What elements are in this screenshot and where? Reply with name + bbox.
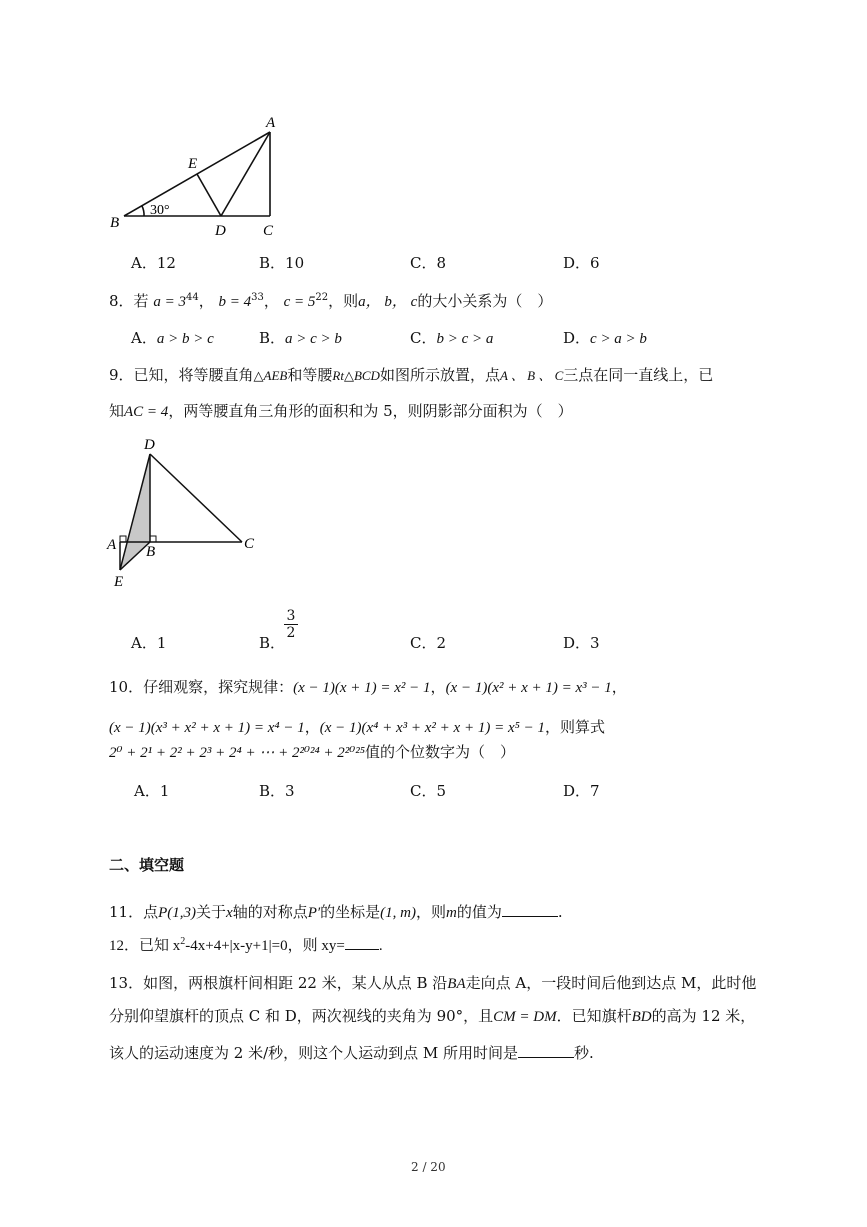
q9-text-d: 三点在同一直线上，已 bbox=[563, 366, 714, 384]
option-letter: B． bbox=[259, 254, 286, 272]
option-text: 5 bbox=[436, 782, 447, 800]
q13-text-f: 该人的运动速度为 2 米/秒，则这个人运动到点 M 所用时间是 bbox=[109, 1044, 519, 1062]
option-text: 12 bbox=[156, 254, 176, 272]
right-angle-a bbox=[120, 536, 126, 542]
q7-option-b[interactable] bbox=[259, 254, 304, 272]
line-dc bbox=[150, 454, 242, 542]
option-text: 3 bbox=[285, 782, 295, 800]
q12-end: . bbox=[378, 938, 383, 954]
fraction-numerator: 3 bbox=[286, 608, 296, 624]
option-letter: D． bbox=[563, 782, 591, 800]
q12-text-a: 12．已知 x bbox=[109, 938, 181, 954]
option-letter: B． bbox=[259, 329, 286, 347]
q8-tail-pre: ，则 bbox=[328, 292, 359, 310]
option-letter: B． bbox=[259, 634, 286, 652]
label-c: C bbox=[244, 536, 255, 552]
option-text: 10 bbox=[285, 254, 305, 272]
q13-text-b: 走向点 A，一段时间后他到达点 M，此时他 bbox=[465, 974, 757, 992]
label-e: E bbox=[188, 156, 198, 172]
q13-line3 bbox=[109, 1043, 594, 1062]
option-text: a > b > c bbox=[156, 331, 214, 347]
q12-text-b: -4x+4+|x-y+1|=0，则 xy= bbox=[185, 938, 345, 954]
q8-b-exp: 33 bbox=[251, 292, 264, 303]
option-text: 7 bbox=[590, 782, 600, 800]
q11-text-f: 的值为 bbox=[456, 903, 502, 921]
q12-sup: 2 bbox=[180, 936, 186, 947]
q9-figure bbox=[100, 432, 270, 592]
q11-coord: (1, m) bbox=[380, 905, 416, 921]
q11-text-c: 轴的对称点 bbox=[232, 903, 308, 921]
q13-bd: BD bbox=[631, 1009, 652, 1025]
option-letter: A． bbox=[131, 634, 157, 652]
q13-text-c: 分别仰望旗杆的顶点 C 和 D，两次视线的夹角为 90°，且 bbox=[109, 1007, 494, 1025]
q10-eq1: (x − 1)(x + 1) = x² − 1 bbox=[293, 680, 431, 696]
q9-text-e: 知 bbox=[109, 402, 125, 420]
q13-text-g: 秒. bbox=[574, 1044, 594, 1062]
q9-text-a: 9．已知，将等腰直角 bbox=[109, 366, 254, 384]
label-b: B bbox=[146, 544, 156, 560]
q8-tail: 的大小关系为（ ） bbox=[417, 292, 553, 310]
q13-text-d: ．已知旗杆 bbox=[556, 1007, 632, 1025]
option-letter: C． bbox=[410, 329, 437, 347]
page-number: 2 / 20 bbox=[411, 1160, 446, 1174]
fraction-denominator: 2 bbox=[284, 624, 298, 641]
option-letter: A． bbox=[134, 782, 160, 800]
q10-line2 bbox=[109, 718, 605, 737]
option-letter: D． bbox=[563, 329, 591, 347]
label-e: E bbox=[114, 574, 124, 590]
q13-line1 bbox=[109, 974, 756, 993]
q9-triangle-bcd: Rt△BCD bbox=[332, 368, 380, 383]
option-text: 8 bbox=[436, 254, 447, 272]
label-c: C bbox=[263, 223, 274, 239]
line-da bbox=[221, 132, 270, 216]
q13-line2 bbox=[109, 1007, 755, 1026]
q12-stem bbox=[109, 935, 383, 955]
q9-points: A 、 B 、 C bbox=[499, 368, 564, 383]
q8-c-exp: 22 bbox=[315, 292, 329, 303]
label-b: B bbox=[110, 215, 120, 231]
q10-sum: 2⁰ + 2¹ + 2² + 2³ + 2⁴ + ⋯ + 2²⁰²⁴ + 2²⁰²⁵ bbox=[109, 745, 366, 761]
label-a: A bbox=[266, 115, 276, 131]
q8-option-a[interactable] bbox=[131, 329, 214, 348]
q13-text-a: 13．如图，两根旗杆间相距 22 米，某人从点 B 沿 bbox=[109, 974, 448, 992]
q11-m: m bbox=[446, 905, 457, 921]
option-letter: C． bbox=[410, 782, 437, 800]
q13-ba: BA bbox=[447, 976, 466, 992]
q10-sep1: ， bbox=[430, 678, 446, 696]
q11-text-d: 的坐标是 bbox=[320, 903, 381, 921]
q8-a-exp: 44 bbox=[185, 292, 199, 303]
q13-text-e: 的高为 12 米， bbox=[651, 1007, 756, 1025]
q8-stem: 8．若 $a = 3^{44}$， $b = 4^{33}$， $c = 5^{22}$，则a， b， c的大小关系为（ ） bbox=[109, 292, 553, 310]
q11-text-b: 关于 bbox=[196, 903, 227, 921]
q9-ac: AC = 4 bbox=[124, 404, 169, 420]
q10-sep3: ， bbox=[304, 718, 320, 736]
q10-text-c: 值的个位数字为（ ） bbox=[365, 743, 516, 761]
q13-cm-dm: CM = DM bbox=[493, 1009, 557, 1025]
q10-text-a: 10．仔细观察，探究规律： bbox=[109, 678, 294, 696]
option-text: 2 bbox=[436, 634, 447, 652]
label-d: D bbox=[144, 437, 155, 453]
option-text: 1 bbox=[159, 782, 170, 800]
q10-text-b: ，则算式 bbox=[544, 718, 605, 736]
q11-point-p: P(1,3) bbox=[158, 905, 196, 921]
q11-answer-blank[interactable] bbox=[502, 902, 558, 917]
option-letter: C． bbox=[410, 254, 437, 272]
q9-text-b: 和等腰 bbox=[287, 366, 333, 384]
section-title: 二、填空题 bbox=[109, 856, 185, 874]
option-letter: D． bbox=[563, 254, 591, 272]
q9-option-b[interactable] bbox=[259, 634, 285, 652]
q11-end: . bbox=[557, 903, 563, 921]
q11-stem bbox=[109, 902, 563, 922]
line-ed bbox=[197, 174, 221, 216]
option-text: b > c > a bbox=[436, 331, 494, 347]
q8-a-def: a = 3 bbox=[153, 294, 186, 310]
option-letter: A． bbox=[131, 329, 157, 347]
option-text: c > a > b bbox=[590, 331, 647, 347]
q12-answer-blank[interactable] bbox=[345, 935, 379, 950]
right-angle-b bbox=[150, 536, 156, 542]
q10-option-c[interactable] bbox=[410, 782, 446, 800]
option-text: 3 bbox=[590, 634, 600, 652]
q8-b-def: b = 4 bbox=[218, 294, 252, 310]
q10-eq3: (x − 1)(x³ + x² + x + 1) = x⁴ − 1 bbox=[109, 720, 305, 736]
q10-option-d[interactable] bbox=[563, 782, 600, 800]
q11-text-e: ，则 bbox=[416, 903, 447, 921]
q10-option-a[interactable] bbox=[134, 782, 169, 800]
option-letter: B． bbox=[259, 782, 286, 800]
q10-line1 bbox=[109, 678, 627, 697]
q7-figure bbox=[100, 110, 300, 245]
q9-stem-line2 bbox=[109, 402, 573, 421]
q8-option-c[interactable] bbox=[410, 329, 493, 348]
q7-option-c[interactable] bbox=[410, 254, 446, 272]
q9-stem-line1 bbox=[109, 366, 713, 385]
q9-text-c: 如图所示放置，点 bbox=[379, 366, 500, 384]
q7-option-d[interactable] bbox=[563, 254, 600, 272]
option-letter: D． bbox=[563, 634, 591, 652]
q9-option-a[interactable] bbox=[131, 634, 166, 652]
option-text: 1 bbox=[156, 634, 167, 652]
option-text: 6 bbox=[590, 254, 600, 272]
q11-x: x bbox=[226, 905, 233, 921]
q9-option-c[interactable] bbox=[410, 634, 446, 652]
q10-eq2: (x − 1)(x² + x + 1) = x³ − 1 bbox=[445, 680, 612, 696]
q10-eq4: (x − 1)(x⁴ + x³ + x² + x + 1) = x⁵ − 1 bbox=[319, 720, 545, 736]
q8-vars: a， b， c bbox=[358, 294, 418, 310]
q9-text-f: ，两等腰直角三角形的面积和为 5，则阴影部分面积为（ ） bbox=[168, 402, 573, 420]
q8-c-def: c = 5 bbox=[283, 294, 316, 310]
q8-number: 8．若 bbox=[109, 292, 149, 310]
q11-text-a: 11．点 bbox=[109, 903, 159, 921]
label-a: A bbox=[107, 537, 117, 553]
angle-arc bbox=[142, 206, 144, 216]
q9-triangle-aeb: △AEB bbox=[253, 368, 288, 383]
option-letter: C． bbox=[410, 634, 437, 652]
q7-option-a[interactable] bbox=[131, 254, 176, 272]
label-angle: 30° bbox=[150, 203, 170, 218]
q8-option-b[interactable] bbox=[259, 329, 342, 348]
option-letter: A． bbox=[131, 254, 157, 272]
q11-point-pp: P′ bbox=[307, 905, 321, 921]
option-text: a > c > b bbox=[285, 331, 342, 347]
q8-option-d[interactable] bbox=[563, 329, 647, 348]
q10-sep2: ， bbox=[611, 678, 627, 696]
q9-option-d[interactable] bbox=[563, 634, 600, 652]
q9-option-b-fraction bbox=[284, 608, 298, 641]
label-d: D bbox=[215, 223, 226, 239]
q10-option-b[interactable] bbox=[259, 782, 295, 800]
q10-line3 bbox=[109, 743, 515, 762]
q13-answer-blank[interactable] bbox=[518, 1043, 574, 1058]
